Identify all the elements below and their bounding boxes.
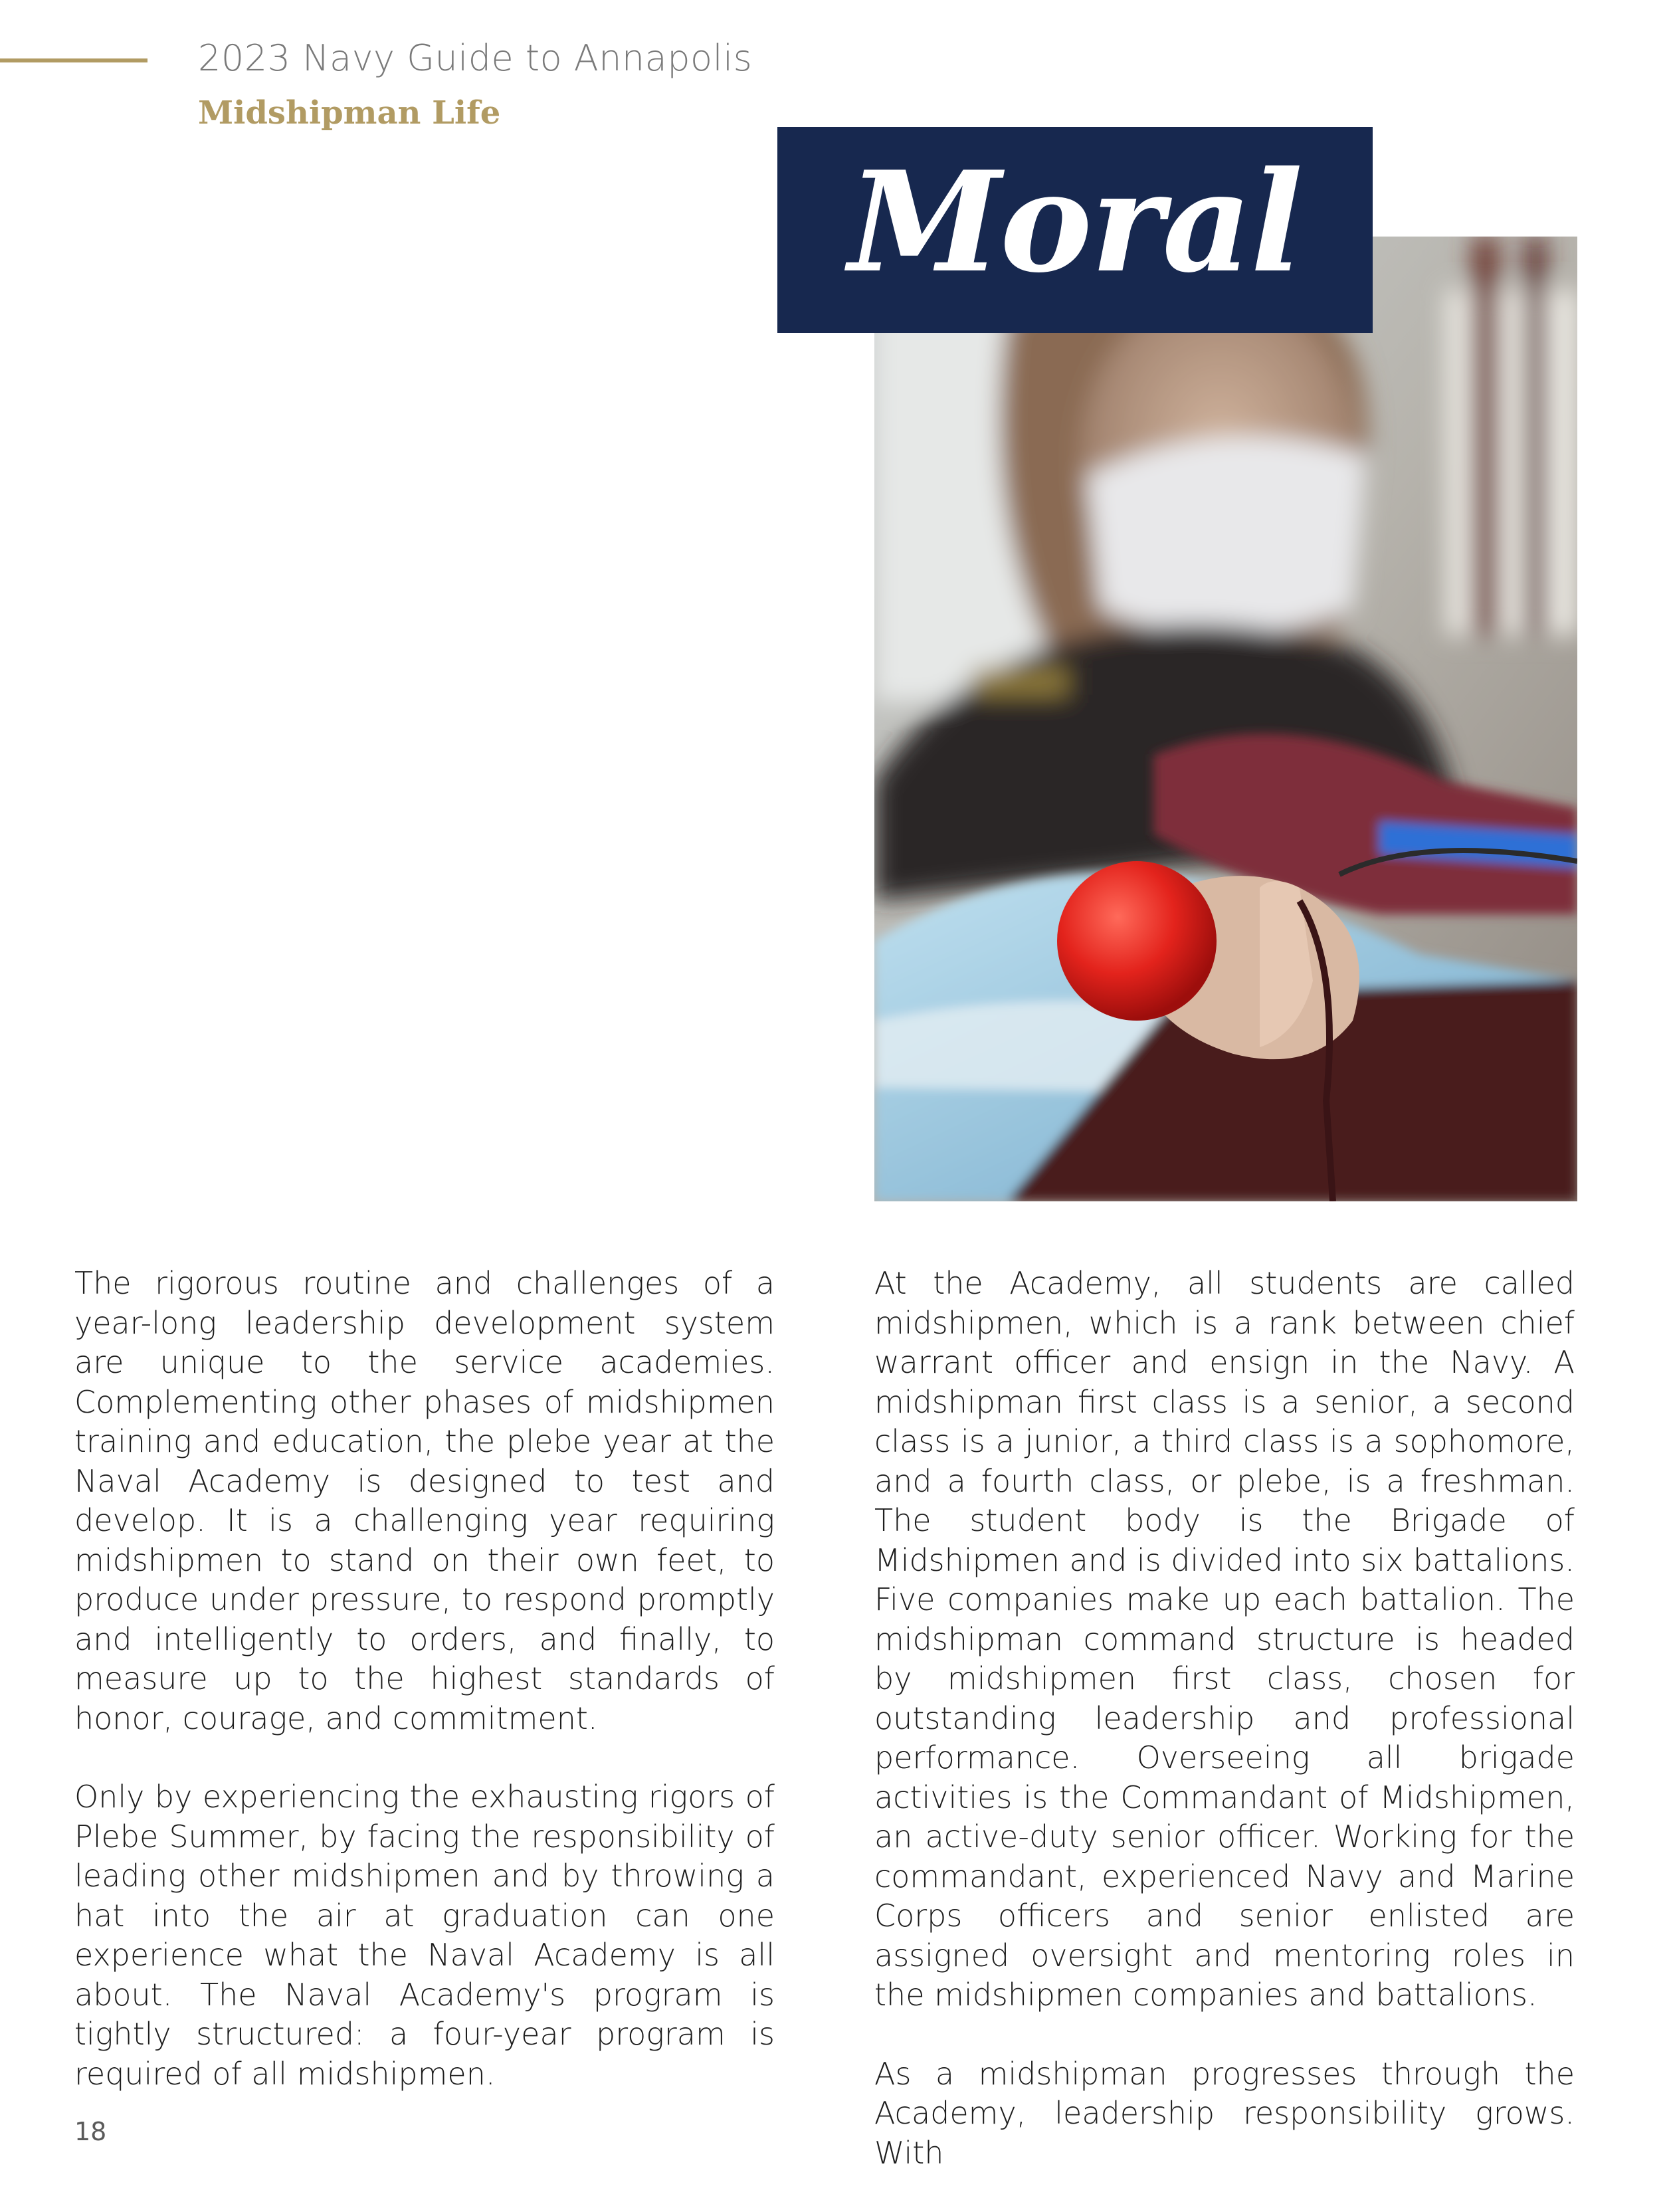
right-column: [874, 1264, 1575, 2212]
left-paragraph-2: Only by experiencing the exhausting rigors of Plebe Summer, by facing the responsibility of leading other midshipmen and by throwing a hat into the air at graduation can one experience what the Naval Academy is all about. The Naval Academy's program is tightly structured: a four-year program is required of all midshipmen.: [74, 1779, 775, 2092]
left-paragraph-1: The rigorous routine and challenges of a year-long leadership development system are unique to the service academies. Complementing other phases of midshipmen training and education, the plebe year at the Naval Academy is designed to test and develop. It is a challenging year requiring midshipmen to stand on their own feet, to produce under pressure, to respond promptly and intelligently to orders, and finally, to measure up to the highest standards of honor, courage, and commitment.: [74, 1265, 775, 1736]
blood-donation-photo: [874, 237, 1577, 1201]
header-rule: [0, 58, 147, 62]
right-paragraph-2: As a midshipman progresses through the Academy, leadership responsibility grows. With: [874, 2055, 1575, 2171]
guide-title: 2023 Navy Guide to Annapolis: [198, 37, 753, 79]
title-text: Moral: [848, 142, 1302, 304]
title-box: [777, 127, 1373, 333]
section-title: Midshipman Life: [198, 94, 501, 132]
page-number: 18: [74, 2117, 107, 2146]
left-column: [74, 1264, 775, 2133]
right-paragraph-1: At the Academy, all students are called midshipmen, which is a rank between chief warrant officer and ensign in the Navy. A midshipman first class is a senior, a second class is a junior, a third class is a sophomore, and a fourth class, or plebe, is a freshman. The student body is the Brigade of Midshipmen and is divided into six battalions. Five companies make up each battalion. The midshipman command structure is headed by midshipmen first class, chosen for outstanding leadership and professional performance. Overseeing all brigade activities is the Commandant of Midshipmen, an active-duty senior officer. Working for the commandant, experienced Navy and Marine Corps officers and senior enlisted are assigned oversight and mentoring roles in the midshipmen companies and battalions.: [874, 1265, 1575, 2013]
